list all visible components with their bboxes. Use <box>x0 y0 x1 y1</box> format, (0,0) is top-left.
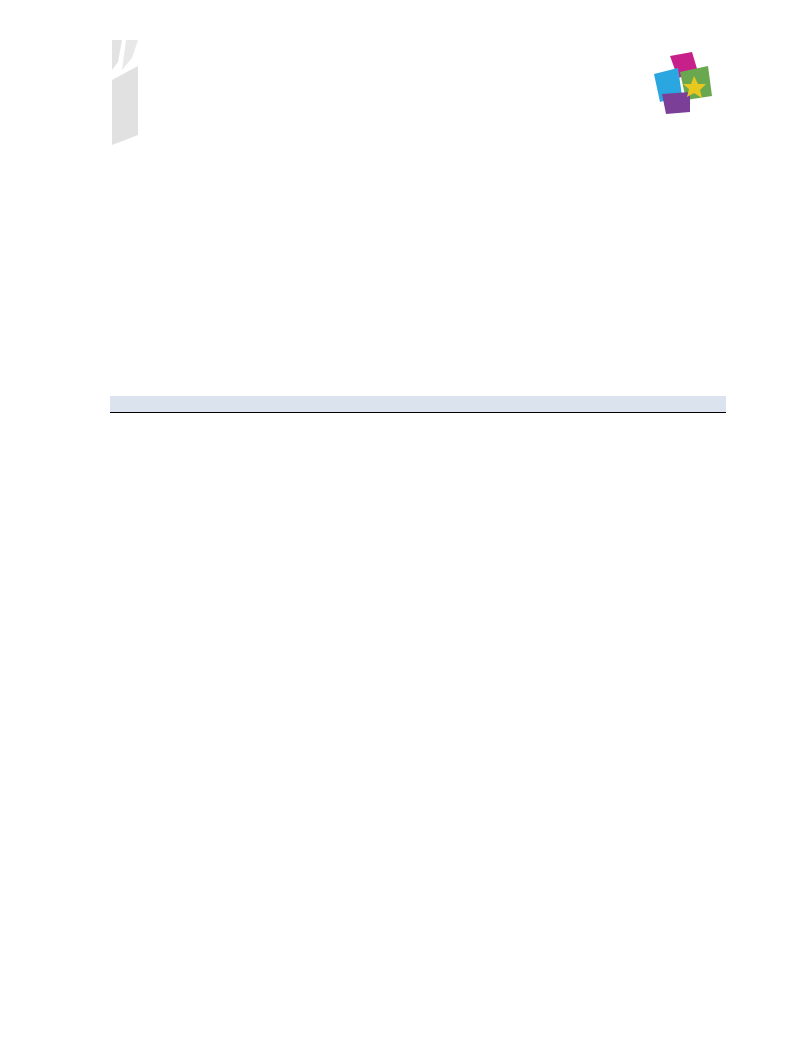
decorative-mark <box>112 40 140 145</box>
column-header <box>612 396 694 413</box>
column-header <box>694 396 726 413</box>
patrimonio-table <box>110 396 726 413</box>
column-header <box>472 396 577 413</box>
column-header <box>437 396 472 413</box>
hospital-logo-icon <box>632 30 732 140</box>
table-header-row <box>110 396 726 413</box>
column-header <box>110 396 332 413</box>
column-header <box>332 396 437 413</box>
section-17-heading <box>161 96 205 110</box>
column-header <box>577 396 612 413</box>
bullet-list <box>113 149 729 164</box>
